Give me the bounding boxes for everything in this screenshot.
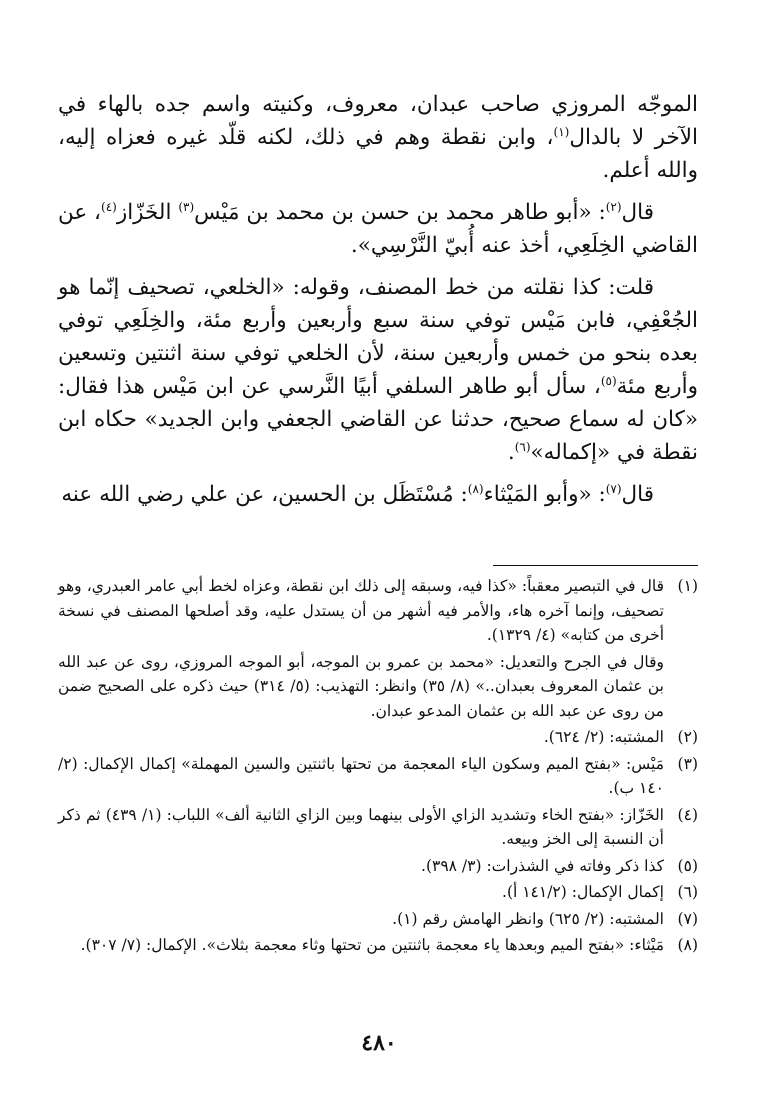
footnote-separator <box>493 565 698 566</box>
footnote-2: (٢)المشتبه: (٢/ ٦٢٤). <box>543 728 698 746</box>
paragraph-3: قلت: كذا نقلته من خط المصنف، وقوله: «الخلعي، تصحيف إنّما هو الجُعْفِي، فابن مَيْس توفي سنة سبع وأربعين وأربع مئة، والخِلَعِي توفي بعده بنحو من خمس وأربعين سنة، لأن الخلعي توفي سنة اثنتين وتسعين وأربع مئة$^{(٥)}$، سأل أبو طاهر السلفي أبيًا النَّرسي عن ابن مَيْس هذا فقال: «كان له سماع صحيح، حدثنا عن القاضي الجعفي وابن الجديد» حكاه ابن نقطة في «إكماله»$^{(٦)}$. <box>58 275 698 465</box>
footnote-ref-3[interactable]: (٣) <box>178 199 195 214</box>
footnote-ref-2[interactable]: (٢) <box>605 199 622 214</box>
footnote-ref-5[interactable]: (٥) <box>600 373 617 388</box>
footnote-ref-4[interactable]: (٤) <box>101 199 117 214</box>
paragraph-1: الموجّه المروزي صاحب عبدان، معروف، وكنيته واسم جده بالهاء في الآخر لا بالدال$^{(١)}$، وابن نقطة وهم في ذلك، لكنه قلّد غيره فعزاه إليه، والله أعلم. <box>58 92 698 183</box>
footnote-3: (٣)مَيْس: «بفتح الميم وسكون الياء المعجمة من تحتها باثنتين والسين المهملة» إكمال الإكمال: (٢/ ١٤٠ ب). <box>58 754 698 797</box>
footnote-1: (١)قال في التبصير معقباً: «كذا فيه، وسبقه إلى ذلك ابن نقطة، وعزاه لخط أبي عامر العبدري، وهو تصحيف، وإنما آخره هاء، والأمر فيه أشهر من أن يستدل عليه، وقد أصلحها المصنف في نسخة أخرى من كتابه» (٤/ ١٣٢٩). <box>58 577 698 644</box>
footnote-7: (٧)المشتبه: (٢/ ٦٢٥) وانظر الهامش رقم (١). <box>392 909 698 928</box>
footnote-6: (٦)إكمال الإكمال: (١٤١/٢ أ). <box>502 883 698 901</box>
footnote-4: (٤)الخَزّاز: «بفتح الخاء وتشديد الزاي الأولى بينهما وبين الزاي الثانية ألف» اللباب: (١/ ٤٣٩) ثم ذكر أن النسبة إلى الخز وبيعه. <box>58 805 698 848</box>
footnote-8: (٨)مَيْثاء: «بفتح الميم وبعدها ياء معجمة باثنتين من تحتها وثاء معجمة بثلاث». الإكمال: (٧/ ٣٠٧). <box>80 936 698 954</box>
page-number: ٤٨٠ <box>361 1030 397 1056</box>
footnote-1-continued: وقال في الجرح والتعديل: «محمد بن عمرو بن الموجه، أبو الموجه المروزي، روى عن عبد الله بن عثمان المعروف بعبدان..» (٨/ ٣٥) وانظر: التهذيب: (٥/ ٣١٤) حيث ذكره على الصحيح ضمن من روى عن عبد الله بن عثمان المدعو عبدان. <box>58 652 664 720</box>
footnote-ref-7[interactable]: (٧) <box>605 481 622 496</box>
main-text <box>58 88 698 520</box>
footnote-5: (٥)كذا ذكر وفاته في الشذرات: (٣/ ٣٩٨). <box>421 856 698 875</box>
footnote-ref-1[interactable]: (١) <box>553 124 570 139</box>
paragraph-2: قال$^{(٢)}$: «أبو طاهر محمد بن حسن بن محمد بن مَيْس$^{(٣)}$ الخَزّاز$^{(٤)}$، عن القاضي الخِلَعِي، أخذ عنه أُبيّ النَّرْسِي». <box>58 199 698 258</box>
footnote-ref-8[interactable]: (٨) <box>467 481 484 496</box>
footnotes <box>58 574 698 960</box>
footnote-ref-6[interactable]: (٦) <box>514 439 531 454</box>
paragraph-4: قال$^{(٧)}$: «وأبو المَيْثاء$^{(٨)}$: مُسْتَظَل بن الحسين، عن علي رضي الله عنه <box>61 481 654 507</box>
